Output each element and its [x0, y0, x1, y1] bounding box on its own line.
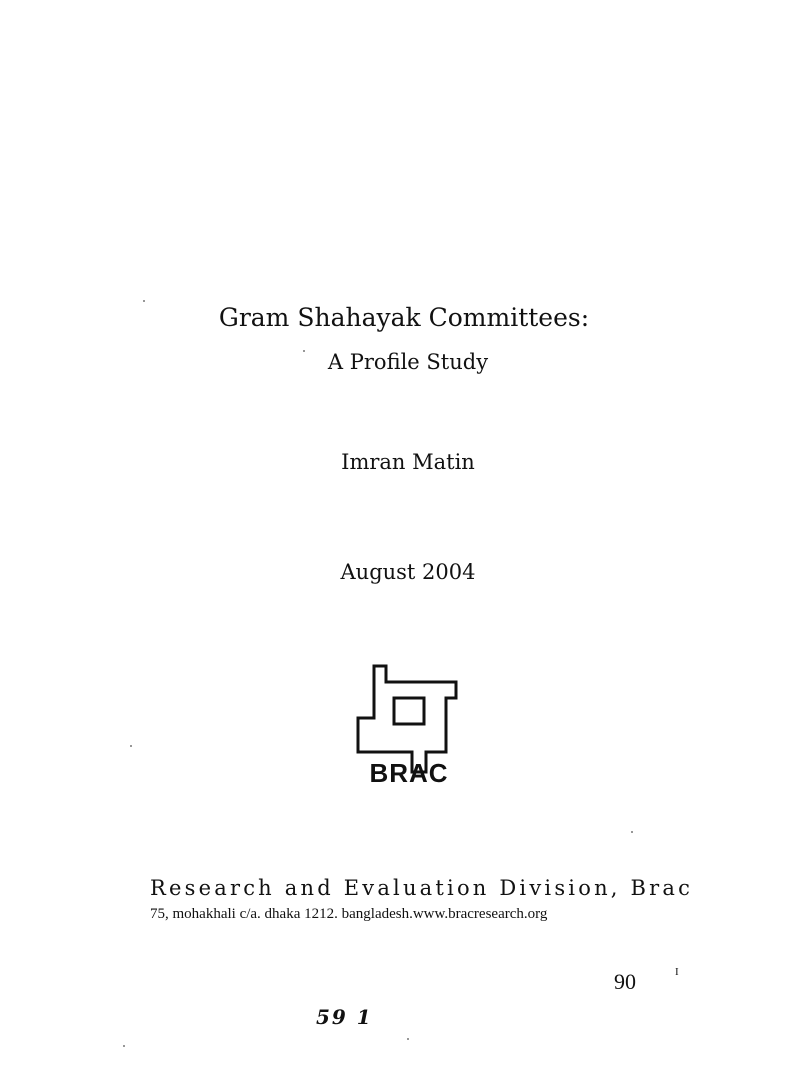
page-number: 90: [614, 969, 636, 994]
division-address: 75, mohakhali c/a. dhaka 1212. bangladesh.www.bracresearch.org: [150, 906, 548, 922]
scan-speck: [631, 831, 633, 833]
document-title: Gram Shahayak Committees:: [218, 303, 590, 332]
scan-speck: [143, 300, 145, 302]
scan-speck: [130, 745, 132, 747]
document-subtitle: A Profile Study: [327, 350, 489, 374]
publication-date: August 2004: [340, 560, 476, 584]
scan-speck: [303, 350, 305, 352]
corner-mark: I: [675, 966, 679, 978]
handwritten-note: 59 1: [316, 1005, 373, 1029]
scan-speck: [407, 1038, 409, 1040]
scan-speck: [123, 1045, 125, 1047]
author-name: Imran Matin: [341, 450, 475, 474]
division-name: Research and Evaluation Division, Brac: [150, 876, 694, 900]
brac-logo-text: BRAC: [369, 758, 449, 788]
